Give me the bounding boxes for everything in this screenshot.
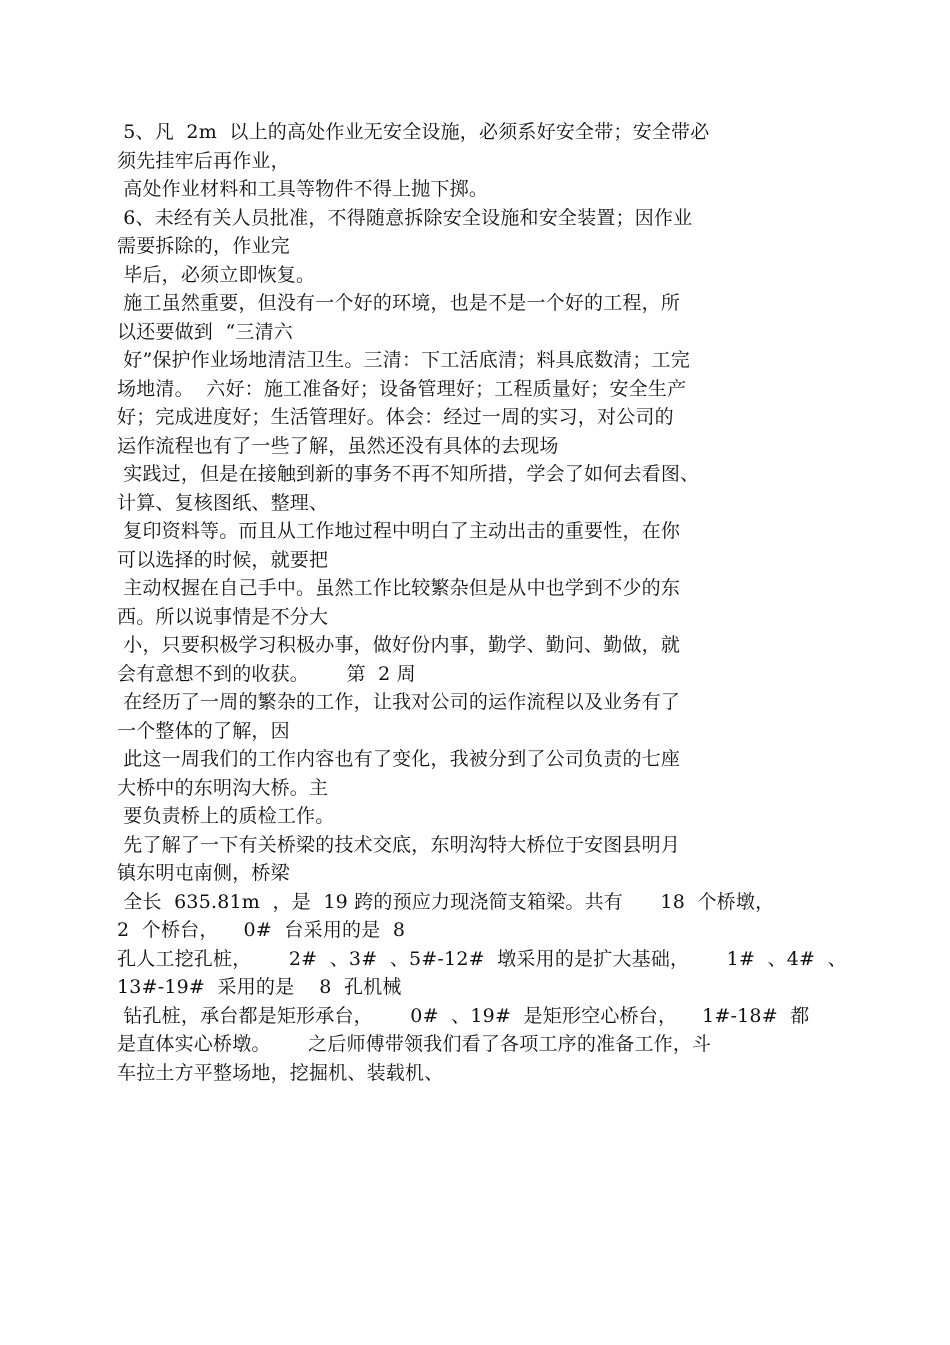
text-line: 大桥中的东明沟大桥。主 — [117, 776, 329, 799]
text-line: 在经历了一周的繁杂的工作，让我对公司的运作流程以及业务有了 — [117, 691, 681, 713]
text-line: 车拉土方平整场地，挖掘机、装载机、 — [117, 1061, 444, 1084]
text-line: 先了解了一下有关桥梁的技术交底，东明沟特大桥位于安图县明月 — [117, 833, 681, 856]
text-line: 小，只要积极学习积极办事，做好份内事，勤学、勤问、勤做，就 — [117, 634, 681, 656]
text-line: 须先挂牢后再作业， — [117, 149, 290, 172]
text-line: 13#-19# 采用的是 8 孔机械 — [117, 976, 402, 998]
text-line: 运作流程也有了一些了解，虽然还没有具体的去现场 — [117, 434, 559, 457]
text-line: 需要拆除的，作业完 — [117, 235, 290, 257]
text-line: 5、凡 2m 以上的高处作业无安全设施，必须系好安全带；安全带必 — [117, 121, 710, 143]
text-line: 要负责桥上的质检工作。 — [117, 805, 335, 827]
text-line: 场地清。 六好：施工准备好；设备管理好；工程质量好；安全生产 — [117, 377, 687, 400]
text-line: 主动权握在自己手中。虽然工作比较繁杂但是从中也学到不少的东 — [117, 577, 681, 599]
text-line: 2 个桥台， 0# 台采用的是 8 — [117, 919, 406, 941]
text-line: 一个整体的了解，因 — [117, 719, 290, 742]
text-line: 以还要做到 “三清六 — [117, 320, 293, 343]
text-line: 是直体实心桥墩。 之后师傅带领我们看了各项工序的准备工作，斗 — [117, 1033, 712, 1055]
text-line: 复印资料等。而且从工作地过程中明白了主动出击的重要性，在你 — [117, 520, 681, 542]
text-line: 西。所以说事情是不分大 — [117, 605, 329, 628]
text-line: 全长 635.81m ，是 19 跨的预应力现浇简支箱梁。共有 18 个桥墩， — [117, 890, 775, 913]
body-text — [117, 118, 847, 1087]
text-line: 钻孔桩，承台都是矩形承台， 0# 、19# 是矩形空心桥台， 1#-18# 都 — [117, 1004, 810, 1027]
text-line: 此这一周我们的工作内容也有了变化，我被分到了公司负责的七座 — [117, 748, 681, 770]
text-line: 6、未经有关人员批准，不得随意拆除安全设施和安全装置；因作业 — [117, 206, 693, 229]
text-line: 好”保护作业场地清洁卫生。三清：下工活底清；料具底数清；工完 — [117, 349, 690, 371]
text-line: 施工虽然重要，但没有一个好的环境，也是不是一个好的工程，所 — [117, 292, 681, 314]
text-line: 镇东明屯南侧，桥梁 — [117, 862, 290, 884]
text-line: 好；完成进度好；生活管理好。体会：经过一周的实习，对公司的 — [117, 406, 674, 428]
text-line: 会有意想不到的收获。 第 2 周 — [117, 662, 416, 685]
text-line: 毕后，必须立即恢复。 — [117, 263, 316, 286]
text-line: 可以选择的时候，就要把 — [117, 548, 329, 571]
text-line: 计算、复核图纸、整理、 — [117, 491, 329, 514]
text-line: 实践过，但是在接触到新的事务不再不知所措，学会了如何去看图、 — [117, 463, 700, 485]
text-line: 高处作业材料和工具等物件不得上抛下掷。 — [117, 178, 489, 200]
text-line: 孔人工挖孔桩， 2# 、3# 、5#-12# 墩采用的是扩大基础， 1# 、4# 、 — [117, 947, 847, 970]
